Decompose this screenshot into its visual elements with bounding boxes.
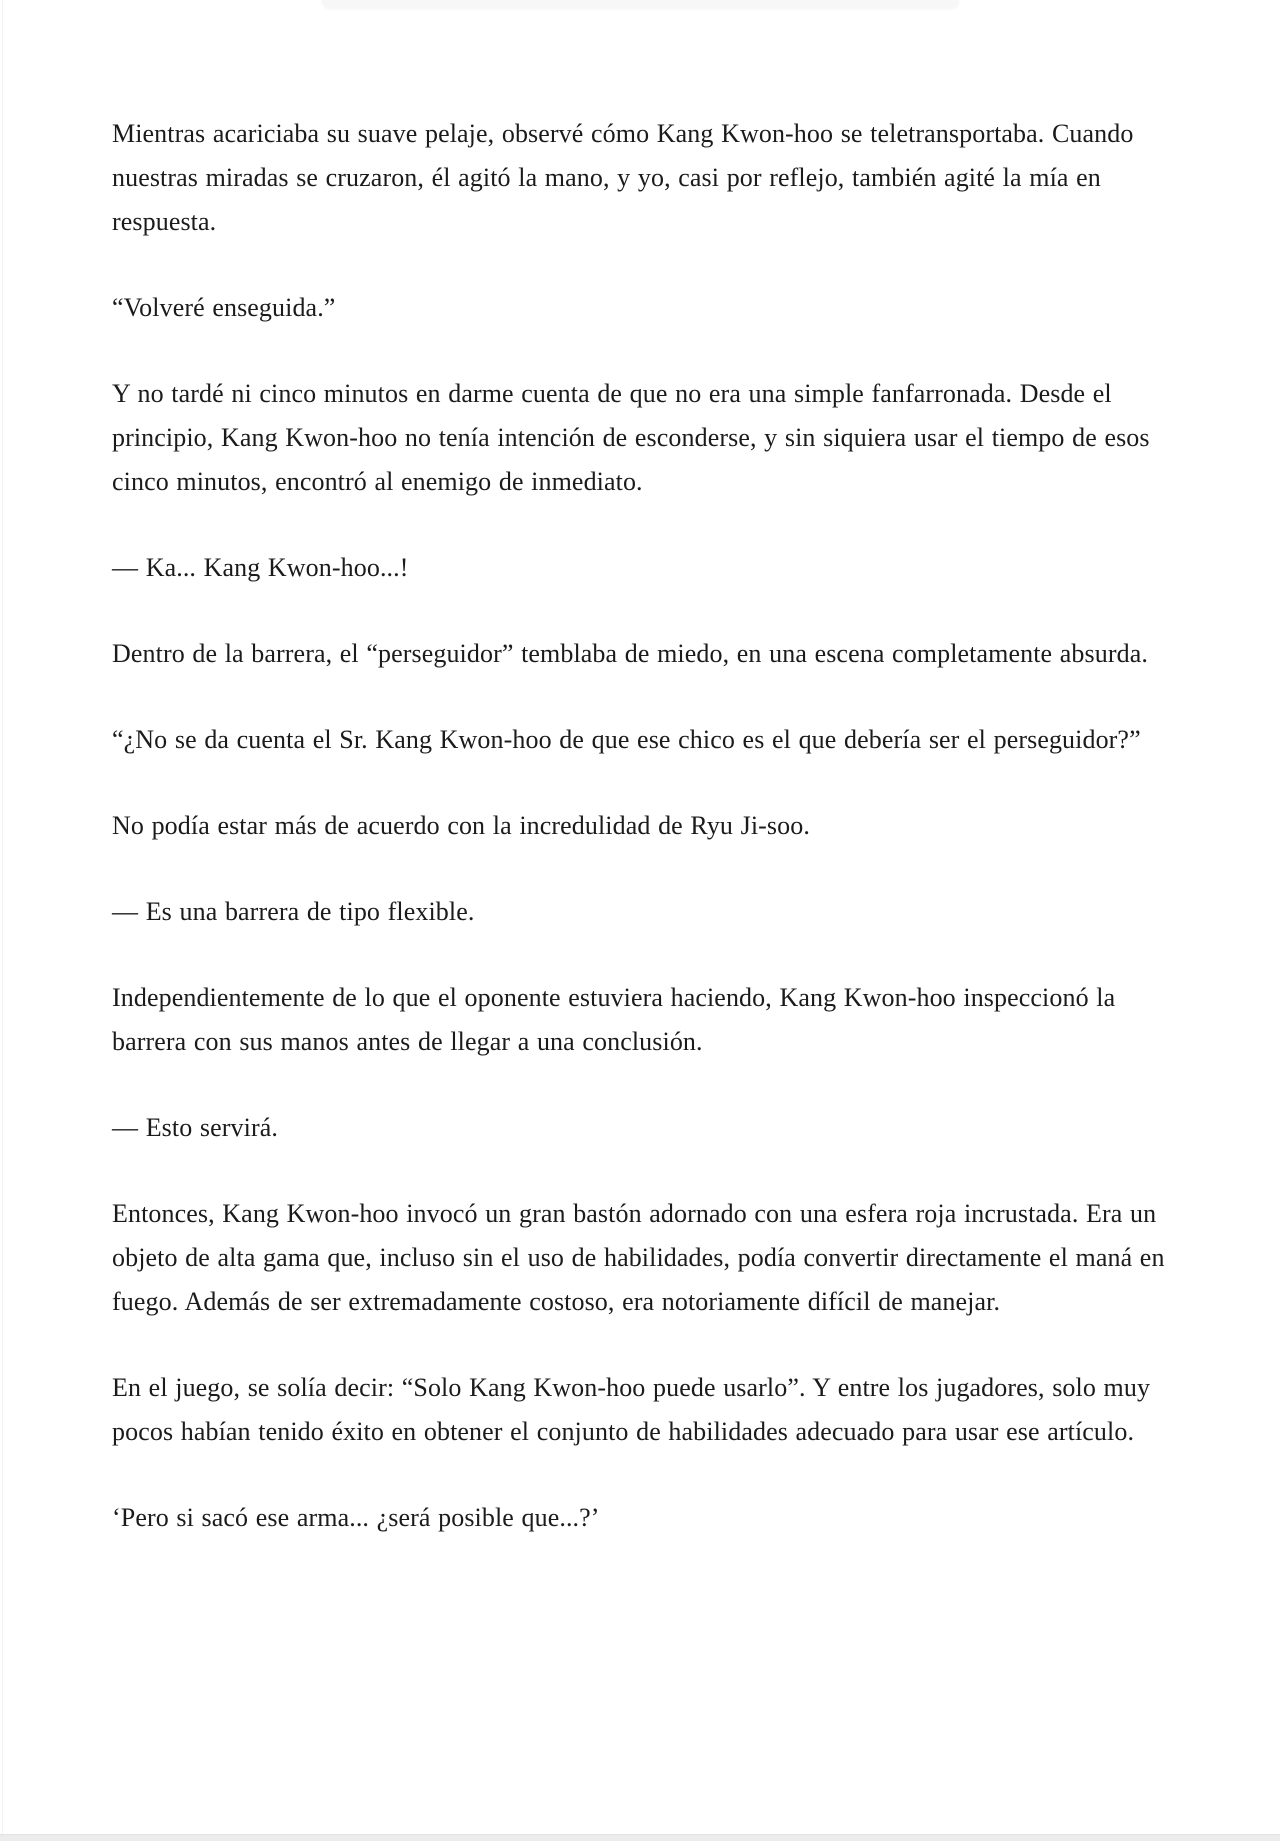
paragraph-dialogue: — Esto servirá. xyxy=(112,1113,278,1142)
paragraph-dialogue: — Ka... Kang Kwon-hoo...! xyxy=(112,553,409,582)
paragraph: “Volveré enseguida.” xyxy=(112,293,336,322)
paragraph: Dentro de la barrera, el “perseguidor” temblaba de miedo, en una escena completamente absurda. xyxy=(112,639,1148,668)
paragraph-thought: ‘Pero si sacó ese arma... ¿será posible que...?’ xyxy=(112,1503,600,1532)
paragraph-dialogue: — Es una barrera de tipo flexible. xyxy=(112,897,475,926)
paragraph: No podía estar más de acuerdo con la incredulidad de Ryu Ji-soo. xyxy=(112,811,810,840)
paragraph: En el juego, se solía decir: “Solo Kang Kwon-hoo puede usarlo”. Y entre los jugadores, solo muy pocos habían tenido éxito en obtener el conjunto de habilidades adecuado para usar ese artículo. xyxy=(112,1373,1151,1446)
paragraph: “¿No se da cuenta el Sr. Kang Kwon-hoo de que ese chico es el que debería ser el perseguidor?” xyxy=(112,725,1141,754)
paragraph: Independientemente de lo que el oponente estuviera haciendo, Kang Kwon-hoo inspeccionó la barrera con sus manos antes de llegar a una conclusión. xyxy=(112,983,1116,1056)
paragraph: Y no tardé ni cinco minutos en darme cuenta de que no era una simple fanfarronada. Desde el principio, Kang Kwon-hoo no tenía intención de esconderse, y sin siquiera usar el tiempo de esos cinco minutos, encontró al enemigo de inmediato. xyxy=(112,379,1150,496)
paragraph: Mientras acariciaba su suave pelaje, observé cómo Kang Kwon-hoo se teletransportaba. Cuando nuestras miradas se cruzaron, él agitó la mano, y yo, casi por reflejo, también agité la mía en respuesta. xyxy=(112,119,1134,236)
paragraph: Entonces, Kang Kwon-hoo invocó un gran bastón adornado con una esfera roja incrustada. Era un objeto de alta gama que, incluso sin el uso de habilidades, podía convertir directamente el maná en fuego. Además de ser extremadamente costoso, era notoriamente difícil de manejar. xyxy=(112,1199,1165,1316)
bottom-section-divider xyxy=(0,1834,1280,1841)
